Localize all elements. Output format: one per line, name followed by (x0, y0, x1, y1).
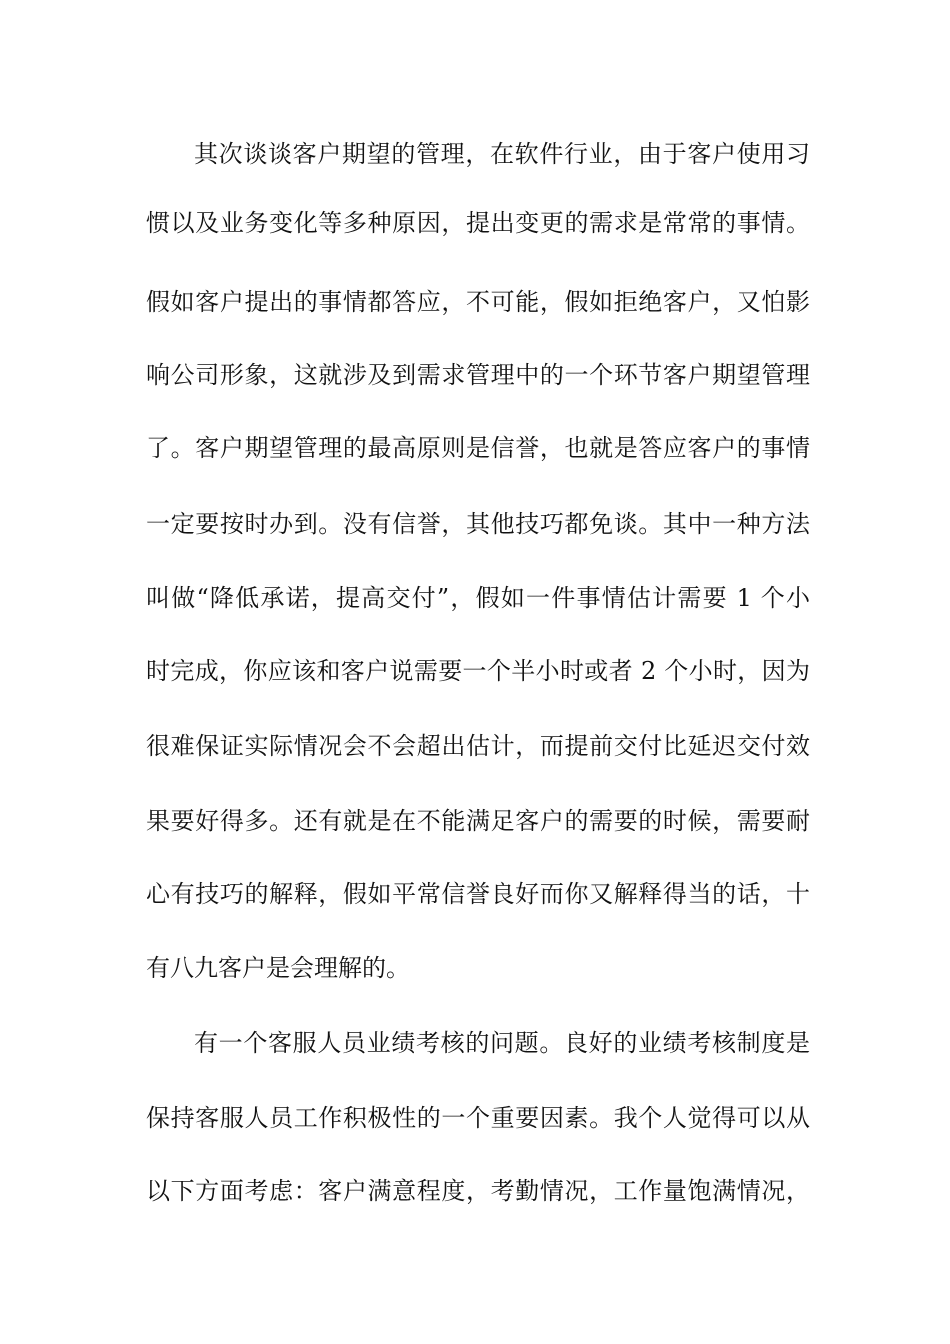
paragraph-1-line-4: 响公司形象，这就涉及到需求管理中的一个环节客户期望管理 (146, 361, 810, 389)
paragraph-1-line-9: 很难保证实际情况会不会超出估计，而提前交付比延迟交付效 (146, 732, 810, 760)
paragraph-2-line-3: 以下方面考虑：客户满意程度，考勤情况，工作量饱满情况， (146, 1177, 810, 1205)
paragraph-1-line-3: 假如客户提出的事情都答应，不可能，假如拒绝客户，又怕影 (146, 288, 810, 316)
paragraph-1-line-8: 时完成，你应该和客户说需要一个半小时或者 2 个小时，因为 (146, 657, 810, 685)
paragraph-1-line-2: 惯以及业务变化等多种原因，提出变更的需求是常常的事情。 (146, 209, 810, 237)
paragraph-1-line-6: 一定要按时办到。没有信誉，其他技巧都免谈。其中一种方法 (146, 510, 810, 538)
paragraph-2-line-1: 有一个客服人员业绩考核的问题。良好的业绩考核制度是 (194, 1029, 810, 1057)
paragraph-2-line-2: 保持客服人员工作积极性的一个重要因素。我个人觉得可以从 (146, 1104, 810, 1132)
paragraph-1-line-10: 果要好得多。还有就是在不能满足客户的需要的时候，需要耐 (146, 807, 810, 835)
paragraph-1-line-1: 其次谈谈客户期望的管理，在软件行业，由于客户使用习 (194, 140, 810, 168)
paragraph-1-line-12: 有八九客户是会理解的。 (146, 954, 410, 982)
paragraph-1-line-7: 叫做“降低承诺，提高交付”，假如一件事情估计需要 1 个小 (146, 584, 810, 612)
paragraph-1-line-5: 了。客户期望管理的最高原则是信誉，也就是答应客户的事情 (146, 434, 810, 462)
paragraph-1-line-11: 心有技巧的解释，假如平常信誉良好而你又解释得当的话，十 (146, 880, 810, 908)
